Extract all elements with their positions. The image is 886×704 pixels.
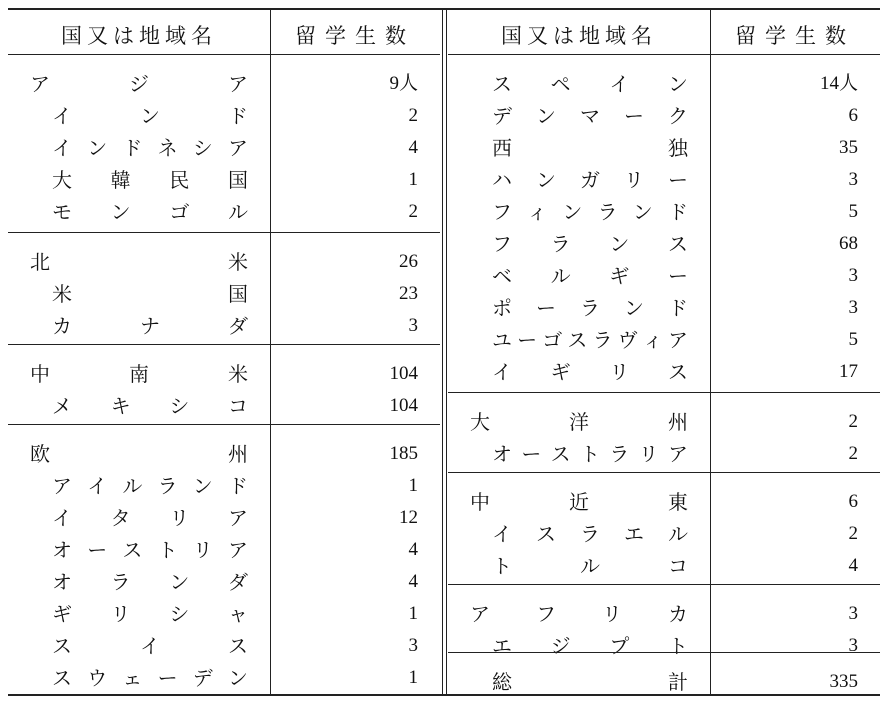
table-left-half [8,10,440,694]
row-count: 4 [408,539,418,560]
country-row [8,598,440,630]
row-count: 2 [408,201,418,222]
row-count: 14人 [819,73,858,94]
country-row [448,356,880,388]
country-row [448,630,880,662]
row-count: 12 [399,507,418,528]
row-name: ア ジ ア [30,72,248,96]
country-row [448,260,880,292]
row-name: イ ン ド [52,104,248,128]
row-count: 3 [408,635,418,656]
header-country-region: 国又は地域名 [501,24,657,48]
row-count: 68 [839,233,858,254]
row-name: ポ ー ラ ン ド [492,296,688,320]
row-name: カ ナ ダ [52,314,248,338]
row-name: ト ル コ [492,554,688,578]
row-count: 2 [848,443,858,464]
row-count: 35 [839,137,858,158]
country-row [8,630,440,662]
row-count: 3 [848,265,858,286]
header-student-count: 留学生数 [295,24,415,48]
country-row [448,438,880,470]
country-row [8,164,440,196]
row-count: 2 [848,411,858,432]
country-row [448,292,880,324]
row-count: 104 [389,363,418,384]
region-row [8,358,440,390]
region-row [8,438,440,470]
row-count: 4 [408,571,418,592]
country-row [8,502,440,534]
country-row [8,566,440,598]
row-name: 大 洋 州 [470,410,688,434]
row-count: 2 [848,523,858,544]
row-name: 米 国 [52,282,248,306]
country-row [448,68,880,100]
row-name: イ ギ リ ス [492,360,688,384]
country-row [448,550,880,582]
country-row [8,390,440,422]
table-right-half [448,10,880,694]
row-count: 3 [848,169,858,190]
country-row [448,132,880,164]
row-count: 9人 [389,73,418,94]
row-name: フ ィ ン ラ ン ド [492,200,688,224]
center-divider-left [442,10,443,694]
country-row [448,196,880,228]
group-separator [8,344,440,345]
row-count: 6 [848,105,858,126]
region-row [448,486,880,518]
row-name: 中 近 東 [470,490,688,514]
country-row [8,534,440,566]
row-count: 4 [408,137,418,158]
region-row [448,406,880,438]
row-name: オ ラ ン ダ [52,570,248,594]
row-count: 3 [408,315,418,336]
country-row [448,324,880,356]
row-count: 26 [399,251,418,272]
row-name: 大 韓 民 国 [52,168,248,192]
row-name: デ ン マ ー ク [492,104,688,128]
country-row [8,662,440,694]
student-table [8,8,880,696]
row-name: ス ペ イ ン [492,72,688,96]
row-name: イ ン ド ネ シ ア [52,136,248,160]
region-row [448,598,880,630]
row-name: ユ ー ゴ ス ラ ヴ ィ ア [492,328,688,352]
row-name: 西 独 [492,136,688,160]
row-name: オ ー ス ト ラ リ ア [492,442,688,466]
row-name: ア イ ル ラ ン ド [52,474,248,498]
row-count: 335 [829,671,858,692]
row-count: 1 [408,667,418,688]
row-name: イ タ リ ア [52,506,248,530]
region-row [8,68,440,100]
group-separator [448,584,880,585]
row-name: ギ リ シ ャ [52,602,248,626]
group-separator [8,424,440,425]
group-separator [448,392,880,393]
country-row [448,164,880,196]
header-country-region: 国又は地域名 [61,24,217,48]
row-name: メ キ シ コ [52,394,248,418]
row-name: 中 南 米 [30,362,248,386]
row-count: 1 [408,169,418,190]
group-separator [448,472,880,473]
country-row [448,100,880,132]
table-header [8,10,440,55]
row-count: 6 [848,491,858,512]
row-count: 185 [389,443,418,464]
group-separator [8,232,440,233]
row-name: ハ ン ガ リ ー [492,168,688,192]
country-row [8,132,440,164]
country-row [8,310,440,342]
country-row [8,278,440,310]
row-count: 1 [408,475,418,496]
country-row [8,470,440,502]
header-student-count: 留学生数 [735,24,855,48]
country-row [8,196,440,228]
center-divider-right [446,10,447,694]
row-name: ア フ リ カ [470,602,688,626]
country-row [8,100,440,132]
row-name: イ ス ラ エ ル [492,522,688,546]
row-name: フ ラ ン ス [492,232,688,256]
region-row [8,246,440,278]
country-row [448,228,880,260]
row-name: ベ ル ギ ー [492,264,688,288]
row-count: 23 [399,283,418,304]
row-count: 1 [408,603,418,624]
row-name: ス ウ ェ ー デ ン [52,666,248,690]
row-count: 17 [839,361,858,382]
table-header [448,10,880,55]
row-name: ス イ ス [52,634,248,658]
country-row [448,518,880,550]
row-name: 欧 州 [30,442,248,466]
row-count: 3 [848,603,858,624]
row-name: エ ジ プ ト [492,634,688,658]
row-name: 総 計 [492,670,688,694]
row-name: オ ー ス ト リ ア [52,538,248,562]
row-count: 5 [848,201,858,222]
row-name: 北 米 [30,250,248,274]
row-count: 4 [848,555,858,576]
row-count: 5 [848,329,858,350]
row-count: 2 [408,105,418,126]
row-name: モ ン ゴ ル [52,200,248,224]
country-row [448,666,880,698]
row-count: 3 [848,297,858,318]
row-count: 104 [389,395,418,416]
row-count: 3 [848,635,858,656]
group-separator [448,652,880,653]
